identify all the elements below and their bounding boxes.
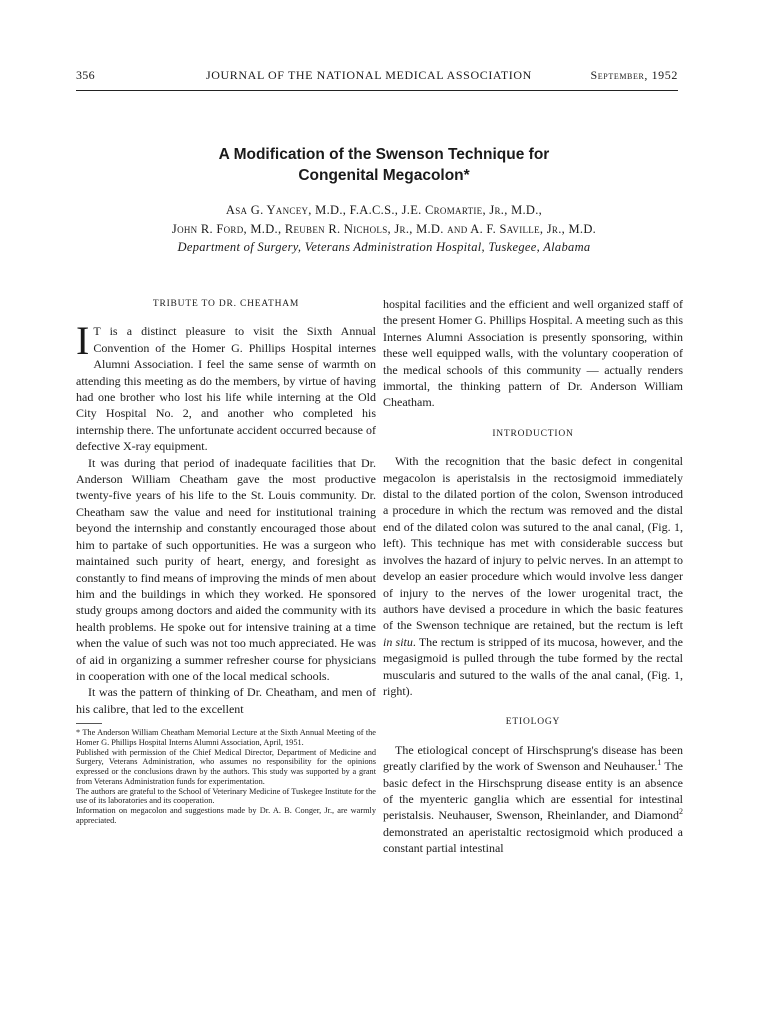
section-heading-introduction: INTRODUCTION — [492, 428, 574, 439]
running-head — [76, 68, 678, 88]
section-heading-etiology: ETIOLOGY — [505, 717, 561, 728]
left-column — [76, 296, 376, 826]
paragraph-continued: hospital facilities and the efficient and well organized staff of the present Homer G. Phillips Hospital. A meeting such as this Internes Alumni Association is presently sponsoring, within these well equipped walls, with the voluntary cooperation of the medical schools of this community — actually renders immortal, the thinking pattern of Dr. Anderson William Cheatham. — [383, 297, 683, 410]
title-line-2: Congenital Megacolon* — [298, 167, 470, 184]
article-title — [100, 144, 668, 186]
footnote-1: * The Anderson William Cheatham Memorial Lecture at the Sixth Annual Meeting of the Homer G. Phillips Hospital Interns Alumni Association, April, 1951. — [76, 728, 376, 747]
etiology-text-b: The basic defect in the Hirschsprung disease entity is an absence of the myenteric ganglia which are essential for intestinal peristalsis. Neuhauser, Swenson, Rheinlander, and Diamond — [383, 759, 683, 823]
journal-name: JOURNAL OF THE NATIONAL MEDICAL ASSOCIATION — [206, 68, 532, 82]
page-number: 356 — [76, 68, 95, 82]
paragraph-text: T is a distinct pleasure to visit the Sixth Annual Convention of the Homer G. Phillips Hospital internes Alumni Association. I feel the same sense of warmth on attending this meeting as do the members, by virtue of having had one brother who lost his life while interning at the Old City Hospital No. 2, and another who completed his internship there. The unfortunate accident occurred because of defective X-ray equipment. — [76, 324, 376, 454]
etiology-text-a: The etiological concept of Hirschsprung's disease has been greatly clarified by the work of Swenson and Neuhauser. — [383, 742, 683, 774]
etiology-text-c: demonstrated an aperistaltic rectosigmoid which produced a constant partial intestinal — [383, 824, 683, 856]
header-rule — [76, 90, 678, 91]
issue-date: September, 1952 — [590, 68, 678, 82]
footnote-2: Published with permission of the Chief Medical Director, Department of Medicine and Surgery, Veterans Administration, who assumes no responsibility for the opinions expressed or the conclusions drawn by the authors. This study was supported by a grant from Veterans Administration funds for experimentation. — [76, 747, 376, 786]
footnote-3: The authors are grateful to the School of Veterinary Medicine of Tuskegee Institute for the use of its laboratories and its cooperation. — [76, 786, 376, 806]
reference-mark-2[interactable]: 2 — [679, 807, 683, 817]
right-column — [383, 296, 683, 857]
footnotes — [76, 728, 376, 825]
affiliation: Department of Surgery, Veterans Administration Hospital, Tuskegee, Alabama — [177, 240, 591, 254]
intro-text-b: . The rectum is stripped of its mucosa, however, and the megasigmoid is pulled through the tube formed by the rectal muscularis and sutured to the walls of the anal canal, (Fig. 1, right). — [383, 634, 684, 698]
authors-line-1: Asa G. Yancey, M.D., F.A.C.S., J.E. Cromartie, Jr., M.D., — [225, 203, 543, 217]
paragraph-tribute-2: It was during that period of inadequate facilities that Dr. Anderson William Cheatham gave the most productive twenty-five years of his life to the St. Louis community. Dr. Cheatham saw the value and need for institutional training beyond the internship and constantly encouraged those about him to partake of such opportunities. He was a surgeon who maintained such purity of heart, energy, and foresight as constantly to find means of improving the minds of men about him and the buildings in which they worked. He sponsored study groups among doctors and aided the community with its health problems. He spoke out for intensive training at a time when the value of such was not too much appreciated. He was of aid in organizing a summer refresher course for physicians in cooperation with one of the local medical schools. — [76, 455, 376, 683]
paragraph-etiology — [383, 742, 683, 857]
drop-cap: I — [76, 318, 90, 364]
title-line-1: A Modification of the Swenson Technique for — [218, 146, 550, 163]
paragraph-introduction — [383, 453, 683, 699]
reference-mark-1[interactable]: 1 — [657, 758, 662, 768]
intro-italic-term: in situ — [383, 634, 413, 649]
section-heading-tribute: TRIBUTE TO DR. CHEATHAM — [152, 299, 300, 309]
paragraph-tribute-3: It was the pattern of thinking of Dr. Cheatham, and men of his calibre, that led to the excellent — [76, 685, 376, 716]
footnote-rule — [76, 723, 102, 724]
intro-text-a: With the recognition that the basic defect in congenital megacolon is aperistalsis in the rectosigmoid immediately distal to the dilated portion of the colon, Swenson introduced a procedure in which the rectum was removed and the distal end of the dilated colon was sutured to the anal canal, (Fig. 1, left). This technique has met with considerable success but involves the hazard of injury to pelvic nerves. In an attempt to develop an easier procedure which would involve less danger of injury to the nerves of the lower urogenital tract, the authors have devised a procedure in which the basic features of the Swenson technique are retained, but the rectum is left — [383, 454, 683, 633]
footnote-4: Information on megacolon and suggestions made by Dr. A. B. Conger, Jr., are warmly appreciated. — [76, 806, 376, 825]
paragraph-tribute-1 — [76, 318, 376, 454]
author-list — [76, 201, 692, 239]
authors-line-2: John R. Ford, M.D., Reuben R. Nichols, Jr., M.D. and A. F. Saville, Jr., M.D. — [171, 222, 597, 236]
